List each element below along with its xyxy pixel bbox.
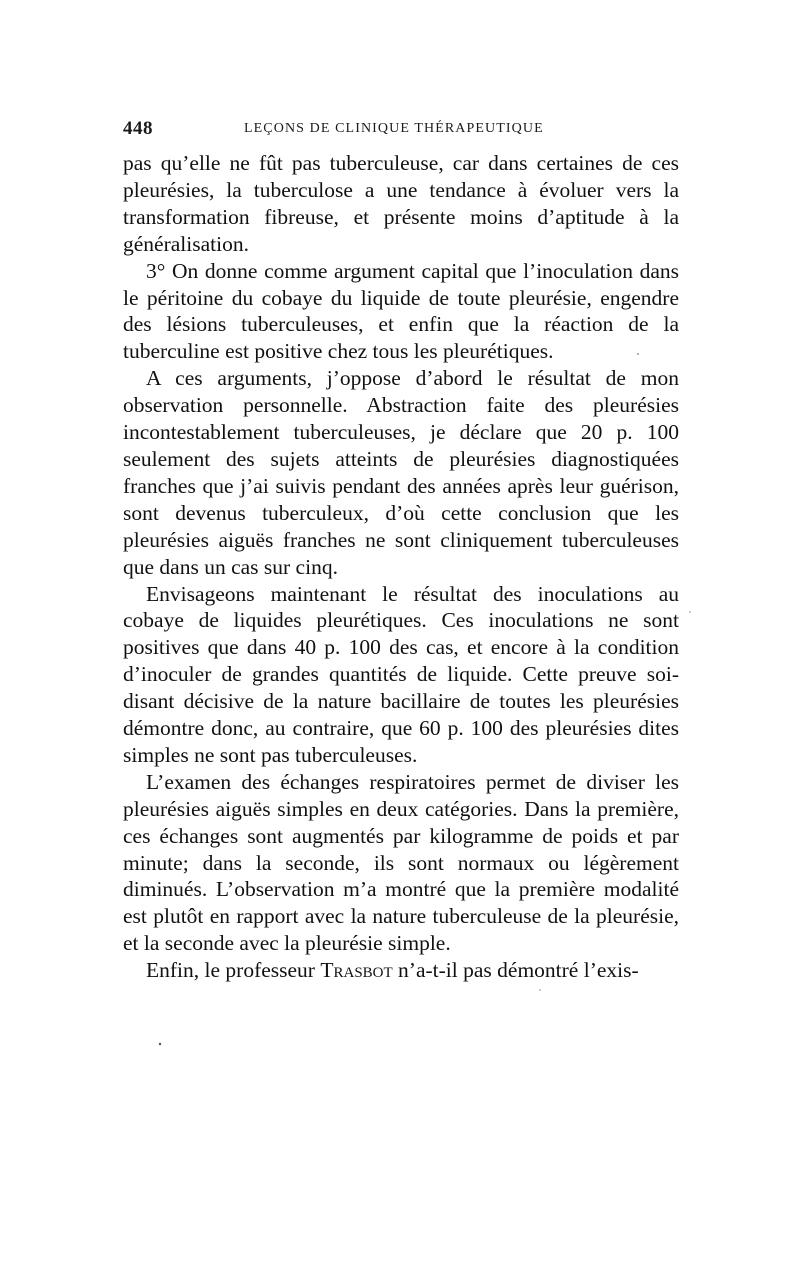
paragraph-argument-3: 3° On donne comme argument capital que l’inoculation dans le péritoine du cobaye du liquide de toute pleurésie, engendre des lésions tuberculeuses, et enfin que la réaction de la tuberculine est positive chez tous les pleurétiques.: [123, 258, 679, 364]
paragraph-respiratory-exchanges: L’examen des échanges respiratoires permet de diviser les pleurésies aiguës simples en deux catégories. Dans la première, ces échanges sont augmentés par kilogramme de poids et par minute; dans la seconde, ils sont normaux ou légèrement diminués. L’observation m’a montré que la première modalité est plutôt en rapport avec la nature tuberculeuse de la pleurésie, et la seconde avec la pleurésie simple.: [123, 769, 679, 956]
page-number: 448: [123, 118, 153, 139]
page-header: [123, 118, 683, 140]
body-text: [123, 150, 679, 984]
paragraph-trasbot: [123, 957, 679, 984]
paragraph-trasbot-tail: n’a-t-il pas démontré l’exis-: [392, 958, 639, 983]
paragraph-observation: A ces arguments, j’oppose d’abord le résultat de mon observation personnelle. Abstraction faite des pleurésies incontestablement tuberculeuses, je déclare que 20 p. 100 seulement des sujets atteints de pleurésies diagnostiquées franches que j’ai suivis pendant des années après leur guérison, sont devenus tuberculeux, d’où cette conclusion que les pleurésies aiguës franches ne sont cliniquement tuberculeuses que dans un cas sur cinq.: [123, 366, 679, 579]
paragraph-trasbot-lead: Enfin, le professeur: [146, 958, 321, 983]
author-name: Trasbot: [320, 958, 393, 983]
paragraph-inoculations: Envisageons maintenant le résultat des inoculations au cobaye de liquides pleurétiques. Ces inoculations ne sont positives que dans 40 p. 100 des cas, et encore à la condition d’inoculer de grandes quantités de liquide. Cette preuve soi-disant décisive de la nature bacillaire de toutes les pleurésies démontre donc, au contraire, que 60 p. 100 des pleurésies dites simples ne sont pas tuberculeuses.: [123, 581, 679, 767]
running-title: LEÇONS DE CLINIQUE THÉRAPEUTIQUE: [244, 121, 544, 136]
paragraph-continuation: pas qu’elle ne fût pas tuberculeuse, car dans certaines de ces pleurésies, la tuberculose a une tendance à évoluer vers la transformation fibreuse, et présente moins d’aptitude à la généralisation.: [123, 151, 679, 256]
